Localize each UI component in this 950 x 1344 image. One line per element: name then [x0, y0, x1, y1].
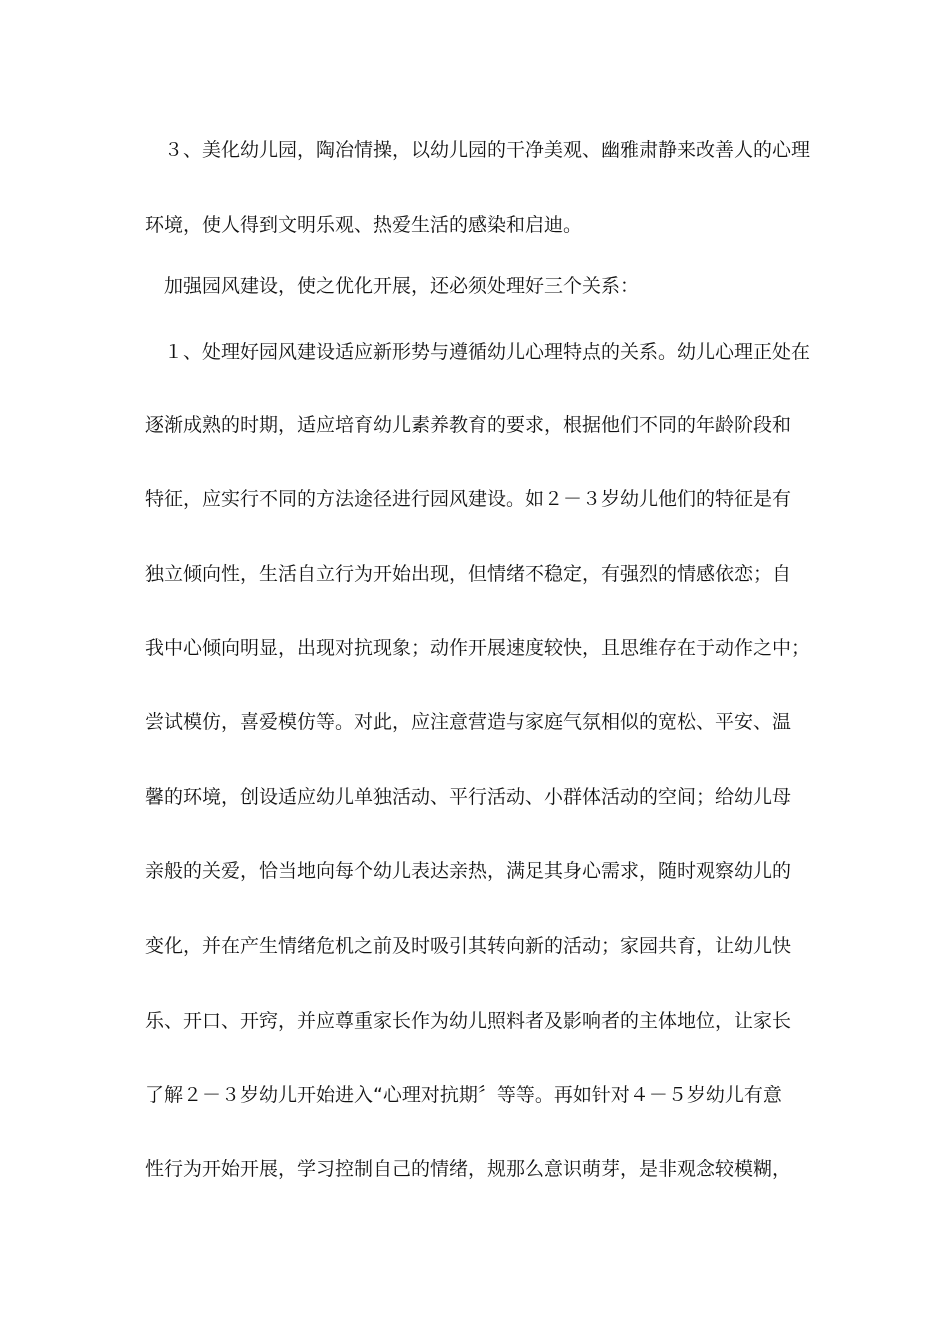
paragraph-line-15: 性行为开始开展，学习控制自己的情绪，规那么意识萌芽，是非观念较模糊， [145, 1158, 792, 1180]
paragraph-line-12: 变化，并在产生情绪危机之前及时吸引其转向新的活动；家园共育，让幼儿快 [145, 935, 792, 957]
paragraph-line-14: 了解２－３岁幼儿开始进入“心理对抗期〞等等。再如针对４－５岁幼儿有意 [145, 1084, 782, 1106]
paragraph-line-8: 我中心倾向明显，出现对抗现象；动作开展速度较快，且思维存在于动作之中； [145, 637, 810, 659]
paragraph-line-10: 馨的环境，创设适应幼儿单独活动、平行活动、小群体活动的空间；给幼儿母 [145, 786, 792, 808]
paragraph-line-2: 环境，使人得到文明乐观、热爱生活的感染和启迪。 [145, 214, 583, 236]
paragraph-line-5: 逐渐成熟的时期，适应培育幼儿素养教育的要求，根据他们不同的年龄阶段和 [145, 414, 792, 436]
paragraph-line-9: 尝试模仿，喜爱模仿等。对此，应注意营造与家庭气氛相似的宽松、平安、温 [145, 711, 792, 733]
paragraph-line-1: ３、美化幼儿园，陶冶情操，以幼儿园的干净美观、幽雅肃静来改善人的心理 [145, 139, 810, 161]
paragraph-line-13: 乐、开口、开窍，并应尊重家长作为幼儿照料者及影响者的主体地位，让家长 [145, 1010, 792, 1032]
paragraph-line-6: 特征，应实行不同的方法途径进行园风建设。如２－３岁幼儿他们的特征是有 [145, 488, 792, 510]
paragraph-line-7: 独立倾向性，生活自立行为开始出现，但情绪不稳定，有强烈的情感依恋；自 [145, 563, 792, 585]
paragraph-line-3: 加强园风建设，使之优化开展，还必须处理好三个关系： [145, 275, 640, 297]
paragraph-line-4: １、处理好园风建设适应新形势与遵循幼儿心理特点的关系。幼儿心理正处在 [145, 341, 810, 363]
paragraph-line-11: 亲般的关爱，恰当地向每个幼儿表达亲热，满足其身心需求，随时观察幼儿的 [145, 860, 792, 882]
